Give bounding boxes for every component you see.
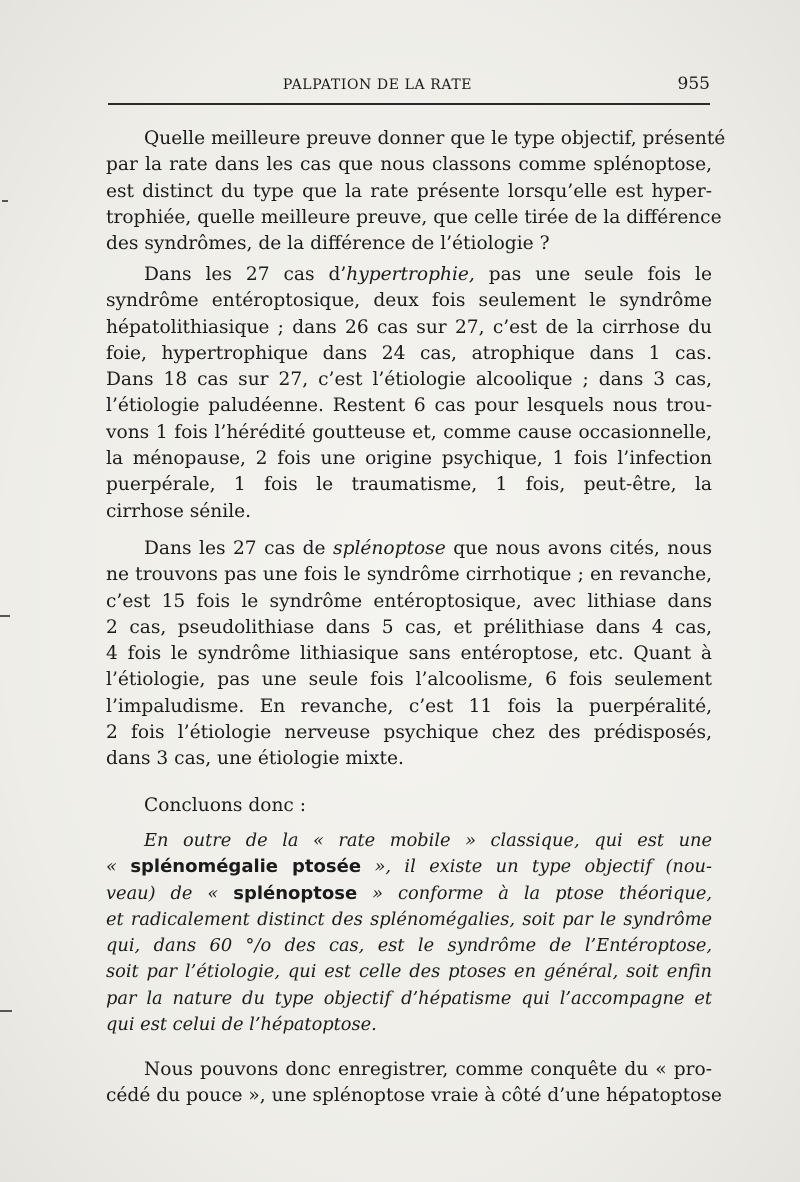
text-line: l’étiologie paludéenne. Restent 6 cas pour lesquels nous trou-: [106, 395, 712, 417]
paragraph-1: [106, 126, 726, 257]
text-line: Dans les 27 cas de splénoptose que nous avons cités, nous: [144, 538, 712, 559]
text-line: c’est 15 fois le syndrôme entéroptosique, avec lithiase dans: [106, 590, 712, 612]
text-line: « splénomégalie ptosée », il existe un type objectif (nou-: [106, 856, 713, 878]
text-line: qui est celui de l’hépatoptose.: [106, 1014, 377, 1036]
scan-mark: [0, 615, 10, 617]
text-line: foie, hypertrophique dans 24 cas, atrophique dans 1 cas.: [106, 342, 712, 364]
text-line: et radicalement distinct des splénomégalies, soit par le syndrôme: [106, 908, 712, 930]
text-line: cirrhose sénile.: [106, 500, 252, 522]
scan-mark: [0, 1010, 12, 1012]
text-line: est distinct du type que la rate présente lorsqu’elle est hyper-: [106, 180, 712, 202]
scan-mark: [2, 200, 8, 202]
paragraph-4: [106, 793, 712, 819]
paragraph-3: [106, 536, 712, 773]
page-header: [105, 74, 710, 96]
text-line: Quelle meilleure preuve donner que le type objectif, présenté: [144, 128, 726, 149]
text-line: 2 cas, pseudolithiase dans 5 cas, et prélithiase dans 4 cas,: [106, 616, 712, 638]
header-rule: [108, 103, 710, 105]
text-line: par la rate dans les cas que nous classons comme splénoptose,: [106, 154, 712, 176]
text-line: Dans 18 cas sur 27, c’est l’étiologie alcoolique ; dans 3 cas,: [106, 369, 712, 391]
text-line: dans 3 cas, une étiologie mixte.: [106, 748, 404, 770]
text-line: cédé du pouce », une splénoptose vraie à côté d’une hépatoptose: [106, 1085, 722, 1107]
text-line: hépatolithiasique ; dans 26 cas sur 27, c’est de la cirrhose du: [106, 316, 712, 338]
text-line: 2 fois l’étiologie nerveuse psychique chez des prédisposés,: [106, 722, 712, 744]
paragraph-2: [106, 262, 712, 525]
text-line: soit par l’étiologie, qui est celle des ptoses en général, soit enfin: [106, 961, 712, 983]
text-line: ne trouvons pas une fois le syndrôme cirrhotique ; en revanche,: [106, 564, 712, 586]
text-line: l’étiologie, pas une seule fois l’alcoolisme, 6 fois seulement: [106, 669, 712, 691]
running-title: PALPATION DE LA RATE: [282, 77, 473, 93]
text-line: puerpérale, 1 fois le traumatisme, 1 fois, peut-être, la: [106, 474, 712, 496]
text-line: par la nature du type objectif d’hépatisme qui l’accompagne et: [106, 987, 712, 1009]
text-line: Concluons donc :: [144, 795, 307, 816]
text-line: qui, dans 60 °/o des cas, est le syndrôme de l’Entéroptose,: [106, 935, 712, 957]
text-line: 4 fois le syndrôme lithiasique sans entéroptose, etc. Quant à: [106, 643, 712, 665]
paragraph-5-conclusion: [106, 828, 712, 1038]
text-line: Nous pouvons donc enregistrer, comme conquête du « pro-: [144, 1059, 712, 1080]
text-line: syndrôme entéroptosique, deux fois seulement le syndrôme: [106, 290, 712, 312]
text-line: Dans les 27 cas d’hypertrophie, pas une seule fois le: [144, 264, 712, 285]
paragraph-6: [106, 1057, 722, 1110]
text-line: trophiée, quelle meilleure preuve, que celle tirée de la différence: [106, 206, 722, 228]
text-line: vons 1 fois l’hérédité goutteuse et, comme cause occasionnelle,: [106, 421, 712, 443]
page-number: 955: [677, 74, 710, 94]
text-line: En outre de la « rate mobile » classique, qui est une: [144, 830, 712, 851]
text-line: la ménopause, 2 fois une origine psychique, 1 fois l’infection: [106, 448, 712, 470]
text-line: des syndrômes, de la différence de l’étiologie ?: [106, 233, 550, 255]
text-line: veau) de « splénoptose » conforme à la ptose théorique,: [106, 882, 712, 904]
text-line: l’impaludisme. En revanche, c’est 11 fois la puerpéralité,: [106, 695, 712, 717]
